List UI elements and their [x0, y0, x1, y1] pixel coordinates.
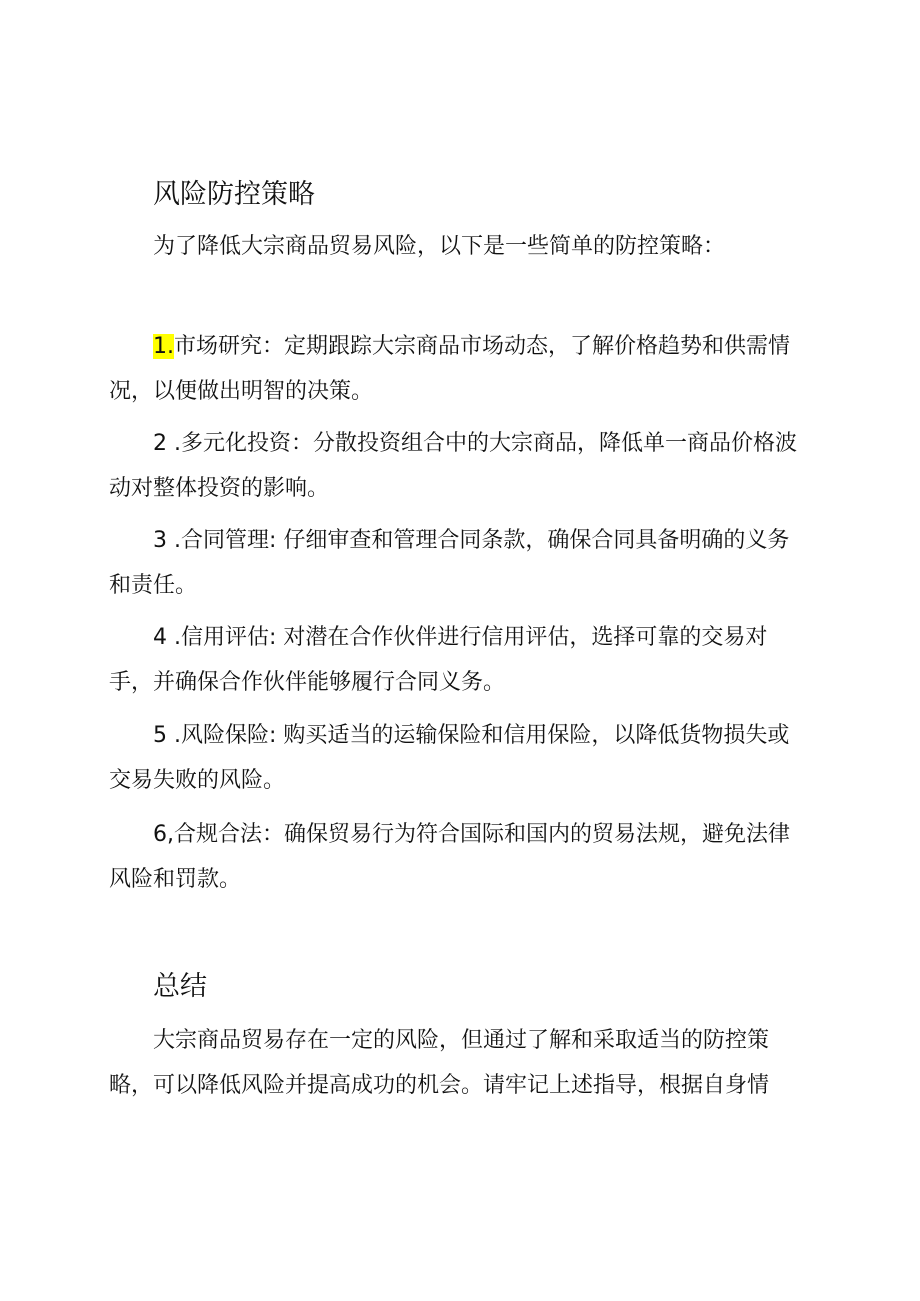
- list-item: [109, 324, 809, 414]
- item-text: 市场研究：定期跟踪大宗商品市场动态，了解价格趋势和供需情况，以便做出明智的决策。: [109, 334, 791, 404]
- item-text: 合规合法：确保贸易行为符合国际和国内的贸易法规，避免法律风险和罚款。: [109, 822, 791, 892]
- item-number: 5 .: [153, 723, 181, 748]
- item-text: 信用评估: 对潜在合作伙伴进行信用评估，选择可靠的交易对手，并确保合作伙伴能够履行合同义务。: [109, 625, 768, 695]
- item-text: 合同管理: 仔细审查和管理合同条款，确保合同具备明确的义务和责任。: [109, 528, 790, 598]
- list-item: [109, 812, 809, 902]
- list-item: [109, 713, 809, 803]
- item-number: 6,: [153, 822, 174, 847]
- section-title-summary: 总结: [153, 971, 207, 1002]
- intro-paragraph: 为了降低大宗商品贸易风险，以下是一些简单的防控策略：: [153, 234, 726, 259]
- item-number: 1.: [153, 334, 174, 359]
- item-number: 4 .: [153, 625, 181, 650]
- section-title-risk-control: 风险防控策略: [153, 179, 315, 210]
- list-item: [109, 421, 809, 511]
- item-text: 多元化投资：分散投资组合中的大宗商品，降低单一商品价格波动对整体投资的影响。: [109, 431, 797, 501]
- summary-paragraph: 大宗商品贸易存在一定的风险，但通过了解和采取适当的防控策略，可以降低风险并提高成功的机会。请牢记上述指导，根据自身情: [109, 1028, 770, 1098]
- item-number: 2 .: [153, 431, 181, 456]
- item-text: 风险保险: 购买适当的运输保险和信用保险，以降低货物损失或交易失败的风险。: [109, 723, 790, 793]
- list-item: [109, 615, 809, 705]
- item-number: 3 .: [153, 528, 181, 553]
- list-item: [109, 518, 809, 608]
